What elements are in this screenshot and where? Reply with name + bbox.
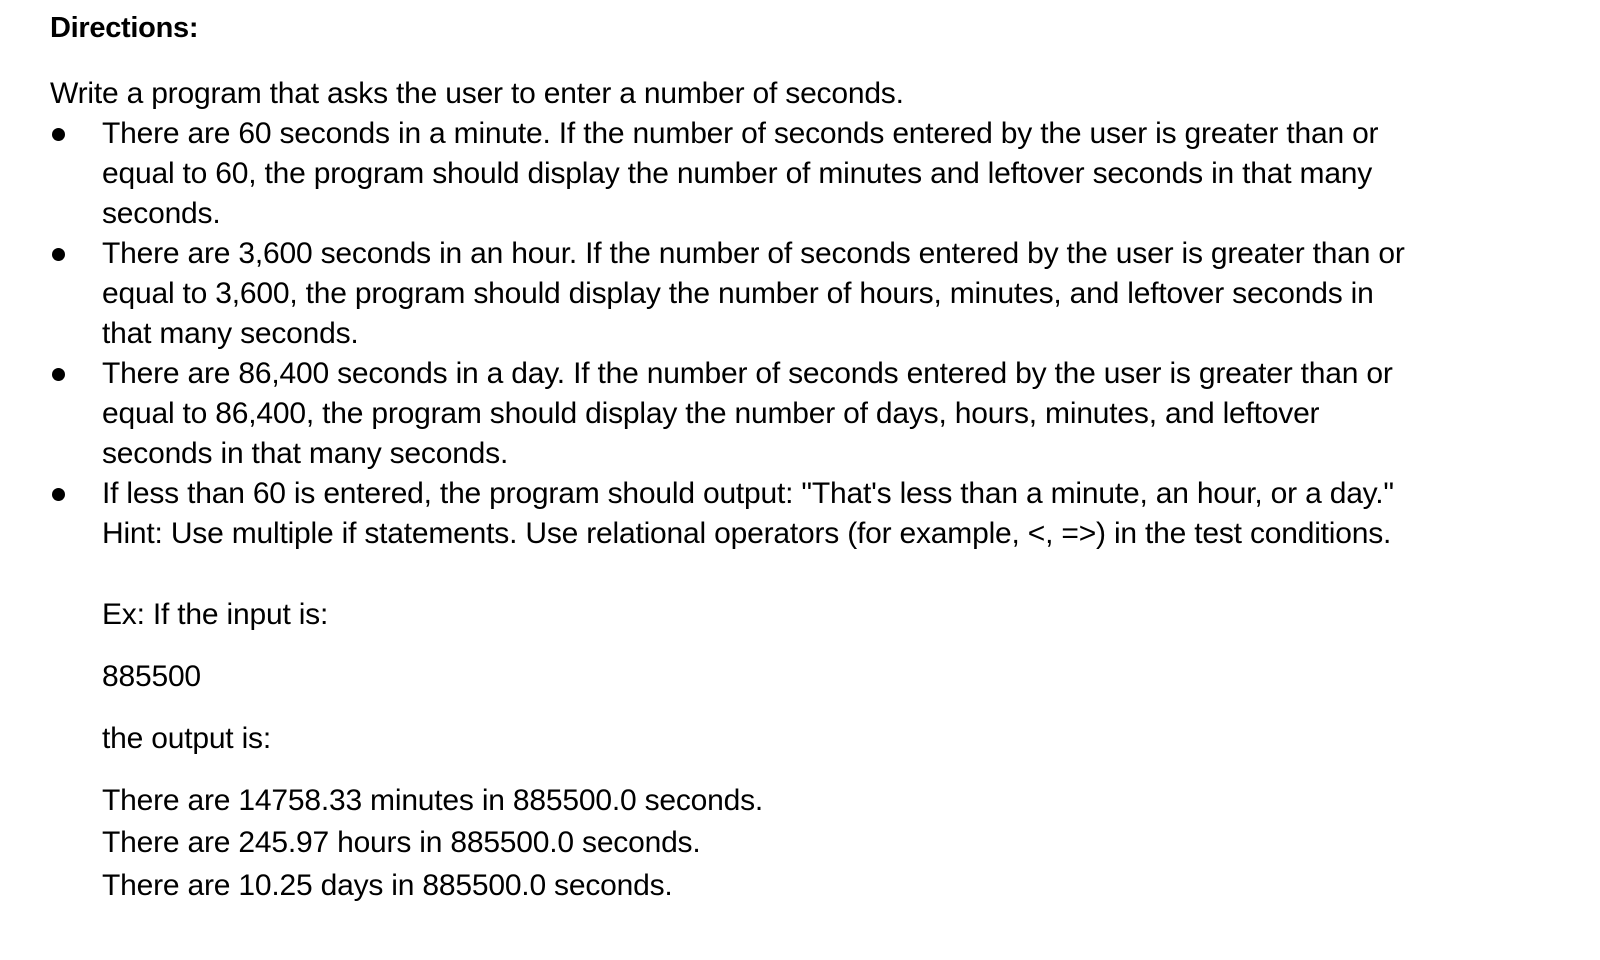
list-item-line: There are 86,400 seconds in a day. If the number of seconds entered by the user is greater than or (102, 357, 1393, 390)
list-item (50, 114, 1510, 234)
list-item-line: equal to 60, the program should display the number of minutes and leftover seconds in that many (102, 157, 1373, 190)
bullet-icon (52, 488, 65, 501)
list-item (50, 474, 1510, 554)
example-output-line: There are 10.25 days in 885500.0 seconds. (102, 869, 673, 902)
requirements-list (50, 114, 1510, 554)
intro-text: Write a program that asks the user to enter a number of seconds. (50, 77, 904, 110)
list-item-line: There are 3,600 seconds in an hour. If the number of seconds entered by the user is greater than or (102, 237, 1405, 270)
list-item (50, 354, 1510, 474)
example-input-value: 885500 (102, 660, 201, 693)
bullet-icon (52, 248, 65, 261)
list-item-line: that many seconds. (102, 317, 359, 350)
example-output-line: There are 245.97 hours in 885500.0 seconds. (102, 826, 701, 859)
list-item-line: seconds in that many seconds. (102, 437, 509, 470)
example-input-label: Ex: If the input is: (102, 598, 329, 631)
list-item-line: There are 60 seconds in a minute. If the number of seconds entered by the user is greater than or (102, 117, 1379, 150)
example-output-line: There are 14758.33 minutes in 885500.0 seconds. (102, 784, 764, 817)
list-item-line: Hint: Use multiple if statements. Use relational operators (for example, <, =>) in the test conditions. (102, 517, 1392, 550)
list-item-line: equal to 3,600, the program should display the number of hours, minutes, and leftover seconds in (102, 277, 1374, 310)
list-item-line: seconds. (102, 197, 221, 230)
list-item (50, 234, 1510, 354)
bullet-icon (52, 128, 65, 141)
directions-heading: Directions: (50, 12, 199, 44)
list-item-line: If less than 60 is entered, the program should output: "That's less than a minute, an hour, or a day." (102, 477, 1394, 510)
example-output-label: the output is: (102, 722, 271, 755)
bullet-icon (52, 368, 65, 381)
list-item-line: equal to 86,400, the program should display the number of days, hours, minutes, and leftover (102, 397, 1320, 430)
